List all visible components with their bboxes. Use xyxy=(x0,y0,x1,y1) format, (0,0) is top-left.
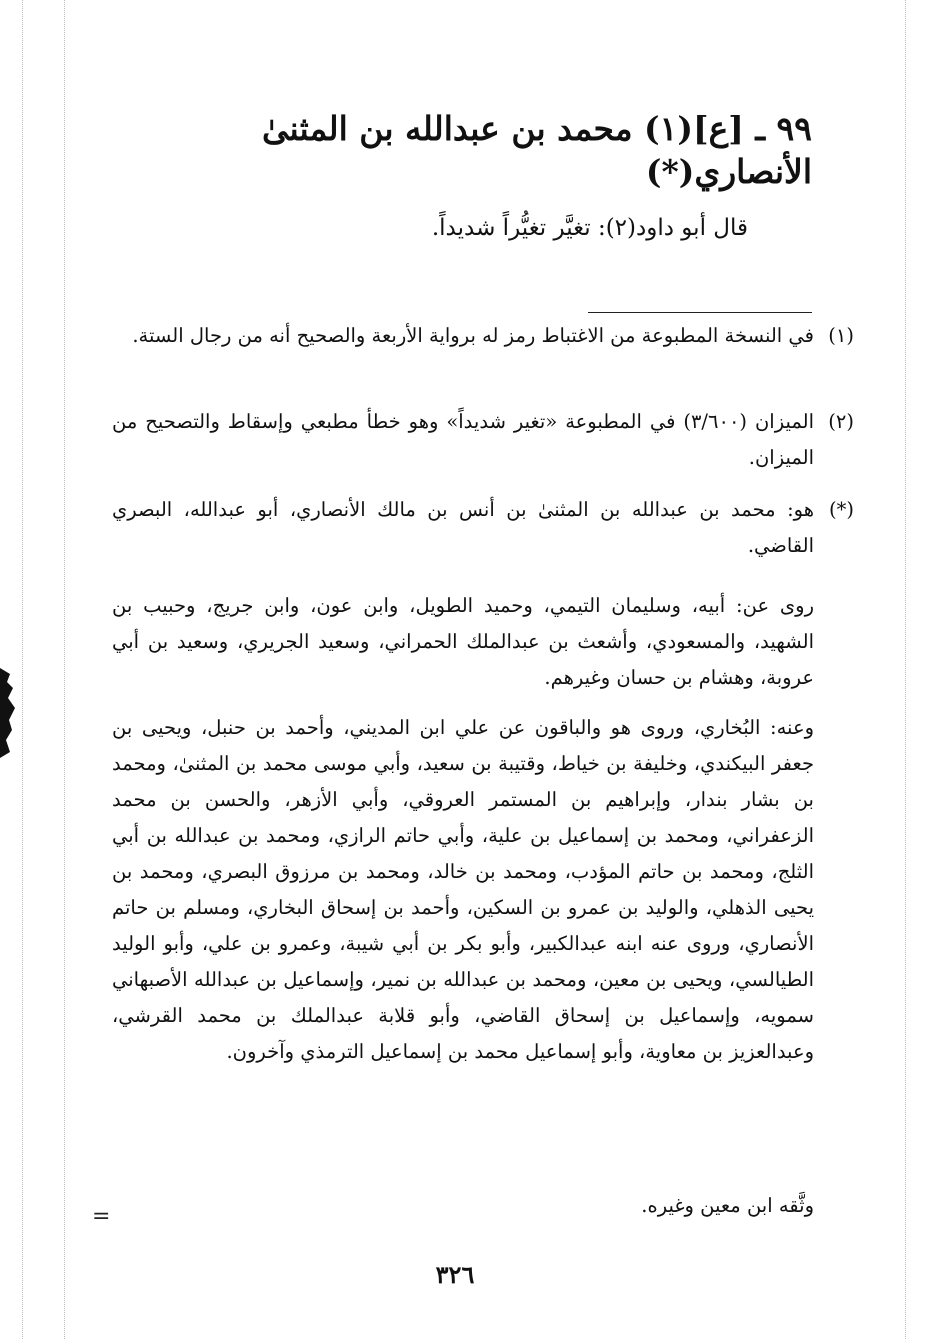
narrated-from-label: روى عن: xyxy=(736,594,814,617)
page-number: ٣٢٦ xyxy=(435,1260,475,1289)
narrated-from-paragraph xyxy=(112,588,814,696)
footnote-text: الميزان (٣/٦٠٠) في المطبوعة «تغير شديداً» وهو خطأ مطبعي وإسقاط والتصحيح من الميزان. xyxy=(112,410,814,469)
narrated-by-paragraph xyxy=(112,710,814,1070)
scan-binding-blot xyxy=(0,668,16,758)
footnote-divider xyxy=(588,312,812,313)
footnote-text: هو: محمد بن عبدالله بن المثنىٰ بن أنس بن مالك الأنصاري، أبو عبدالله، البصري القاضي. xyxy=(112,498,814,557)
narrated-by-text: البُخاري، وروى هو والباقون عن علي ابن المديني، وأحمد بن حنبل، ويحيى بن جعفر البيكندي، وخليفة بن خياط، وقتيبة بن سعيد، وأبي موسى محمد بن المثنىٰ، ومحمد بن بشار بندار، وإبراهيم بن المستمر العروقي، وأبي الأزهر، والحسن بن محمد الزعفراني، ومحمد بن إسماعيل بن علية، وأبي حاتم الرازي، ومحمد بن عبدالله بن أبي الثلج، ومحمد بن حاتم المؤدب، ومحمد بن خالد، ومحمد بن مرزوق البصري، ومحمد بن يحيى الذهلي، والوليد بن عمرو بن السكين، وأحمد بن إسحاق البخاري، ومسلم بن حاتم الأنصاري، وروى عنه ابنه عبدالكبير، وأبو بكر بن أبي شيبة، وعمرو بن علي، وأبو الوليد الطيالسي، ويحيى بن معين، ومحمد بن عبدالله بن نمير، وإسماعيل بن عبدالله الأصبهاني سمويه، وإسماعيل بن إسحاق القاضي، وأبو قلابة عبدالملك بن محمد القرشي، وعبدالعزيز بن معاوية، وأبو إسماعيل محمد بن إسماعيل الترمذي وآخرون. xyxy=(112,716,814,1063)
footnote-1 xyxy=(112,318,854,354)
footnote-biography xyxy=(112,492,854,564)
entry-quote: قال أبو داود(٢): تغيَّر تغيُّراً شديداً. xyxy=(431,215,748,241)
closing-line: وثَّقه ابن معين وغيره. xyxy=(641,1194,814,1217)
scan-dotted-line xyxy=(905,0,906,1339)
footnote-marker: (٢) xyxy=(828,410,854,433)
footnote-2 xyxy=(112,404,854,476)
footnote-text: في النسخة المطبوعة من الاغتباط رمز له برواية الأربعة والصحيح أنه من رجال الستة. xyxy=(132,324,814,347)
narrated-from-text: أبيه، وسليمان التيمي، وحميد الطويل، وابن عون، وابن جريج، وحبيب بن الشهيد، والمسعودي، وأشعث بن عبدالملك الحمراني، وسعيد الجريري، وسعيد بن أبي عروبة، وهشام بن حسان وغيرهم. xyxy=(112,594,814,689)
narrated-by-label: وعنه: xyxy=(770,716,814,739)
footnote-marker: (١) xyxy=(828,324,854,347)
footnote-marker: (*) xyxy=(829,498,854,521)
margin-mark: = xyxy=(92,1204,111,1229)
scan-dotted-line xyxy=(64,0,65,1339)
scan-dotted-line xyxy=(22,0,23,1339)
entry-heading: ٩٩ ـ [ع](١) محمد بن عبدالله بن المثنىٰ الأنصاري(*) xyxy=(262,109,812,191)
